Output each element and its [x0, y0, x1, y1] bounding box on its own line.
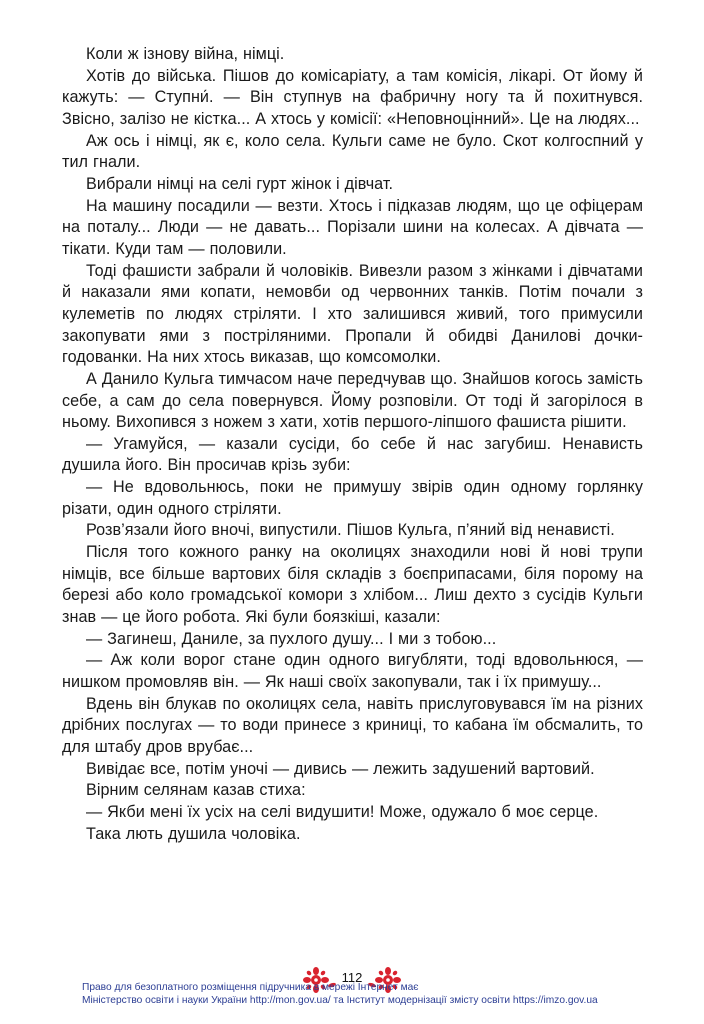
paragraph: А Данило Кульга тимчасом наче передчував що. Знайшов когось замість себе, а сам до села повернувся. Йому розповіли. От тоді й загорілося в ньому. Вихопився з ножем з хати, хотів першого-ліпшого фашиста рішити. — [62, 369, 643, 432]
paragraph: Розв’язали його вночі, випустили. Пішов Кульга, п’яний від ненависті. — [86, 521, 615, 540]
paragraph: — Не вдовольнюсь, поки не примушу звірів один одному горлянку різати, один одного стріляти. — [62, 478, 643, 518]
license-notice-line: Міністерство освіти і науки України http://mon.gov.ua/ та Інститут модернізації змісту освіти https://imzo.gov.ua — [82, 995, 598, 1006]
paragraph: Вдень він блукав по околицях села, навіть прислуговувався їм на різних дрібних послугах — то води принесе з криниці, то кабана їм обсмалить, то для штабу дров врубає... — [62, 694, 643, 756]
page-number: 112 — [336, 970, 368, 986]
paragraph: Після того кожного ранку на околицях знаходили нові й нові трупи німців, все більше вартових біля складів з боєприпасами, біля порому на березі або коло громадської комори з хлібом... Лиш дехто з сусідів Кульги знав — це його робота. Які були боязкіші, казали: — [62, 543, 643, 627]
paragraph: Аж ось і німці, як є, коло села. Кульги саме не було. Скот колгоспний у тил гнали. — [62, 131, 643, 172]
license-notice-line: Право для безоплатного розміщення підручника в мережі Інтернет має — [82, 982, 419, 993]
body-text — [62, 44, 643, 845]
paragraph: Хотів до війська. Пішов до комісаріату, а там комісія, лікарі. От йому й кажуть: — Ступни́. — Він ступнув на фабричну ногу та й похитнувся. Звісно, залізо не кістка... А хтось у комісії: «Неповноцінний». Це на людях... — [62, 66, 643, 128]
paragraph: — Якби мені їх усіх на селі видушити! Може, одужало б моє серце. — [86, 802, 599, 821]
paragraph: Коли ж ізнову війна, німці. — [86, 45, 285, 63]
paragraph: — Загинеш, Даниле, за пухлого душу... І ми з тобою... — [86, 629, 497, 648]
paragraph: Така лють душила чоловіка. — [86, 824, 301, 843]
paragraph: Вірним селянам казав стиха: — [86, 781, 306, 800]
paragraph: Вибрали німці на селі гурт жінок і дівчат. — [86, 174, 394, 193]
paragraph: Тоді фашисти забрали й чоловіків. Вивезли разом з жінками і дівчатами й наказали ями копати, немовби од червонних танків. Потім почали з кулеметів по людях стріляти. І хто залишився живий, того примусили закопувати ями з постріляними. Пропали й обидві Данилові дочки-годованки. На них хтось виказав, що комсомолки. — [62, 261, 643, 367]
paragraph: Вивідає все, потім уночі — дивись — лежить задушений вартовий. — [86, 759, 595, 778]
page-footer — [0, 964, 704, 1024]
paragraph: — Аж коли ворог стане один одного вигубляти, тоді вдовольнюся, — нишком промовляв він. — Як наші своїх закопували, так і їх примушу... — [62, 651, 643, 692]
paragraph: — Угамуйся, — казали сусіди, бо себе й нас загубиш. Ненависть душила його. Він просичав крізь зуби: — [62, 434, 643, 475]
paragraph: На машину посадили — везти. Хтось і підказав людям, що це офіцерам на поталу... Люди — не давать... Порізали шини на колесах. А дівчата — тікати. Куди там — половили. — [62, 196, 643, 258]
